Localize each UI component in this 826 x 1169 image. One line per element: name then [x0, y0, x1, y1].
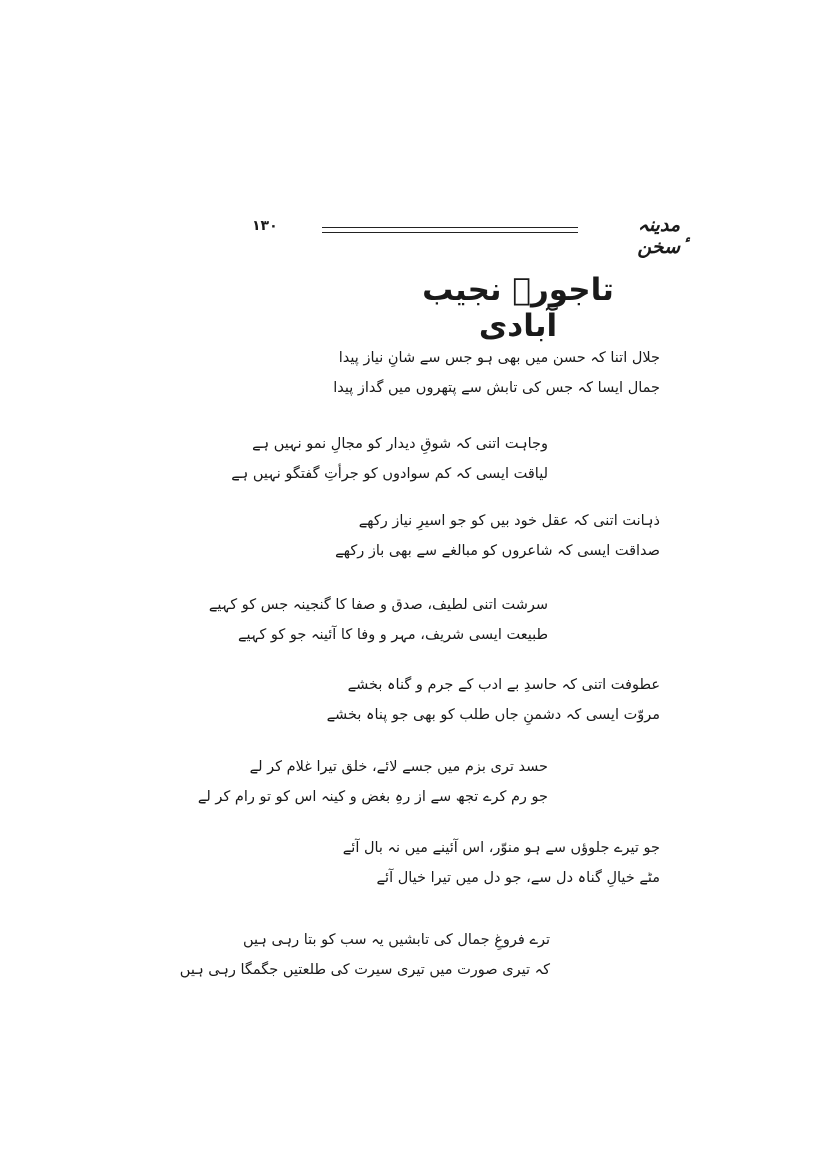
verse-line: جو رم کرے تجھ سے از رہِ بغض و کینہ اس کو تو رام کر لے [197, 789, 548, 805]
verse-line: جمال ایسا کہ جس کی تابش سے پتھروں میں گداز پیدا [333, 380, 660, 396]
stanza-3 [335, 506, 660, 566]
header-rule-top [322, 227, 578, 228]
verse-line: عطوفت اتنی کہ حاسدِ بے ادب کے جرم و گناہ بخشے [347, 677, 660, 693]
stanza-6 [197, 752, 548, 812]
poem-title: تاجورؔ نجیب آبادی [422, 272, 614, 344]
stanza-1 [333, 343, 660, 403]
verse-line: جو تیرے جلوؤں سے ہو منوّر، اس آئینے میں نہ بال آئے [342, 840, 660, 856]
header-rule-bottom [322, 232, 578, 233]
verse-line: مروّت ایسی کہ دشمنِ جاں طلب کو بھی جو پناہ بخشے [326, 707, 660, 723]
verse-line: حسد تری بزم میں جسے لائے، خلق تیرا غلام کر لے [249, 759, 548, 775]
verse-line: جلال اتنا کہ حسن میں بھی ہو جس سے شانِ نیاز پیدا [338, 350, 660, 366]
stanza-4 [208, 590, 548, 650]
verse-line: طبیعت ایسی شریف، مہر و وفا کا آئینہ جو کو کہیے [238, 627, 548, 643]
verse-line: مٹے خیالِ گناہ دل سے، جو دل میں تیرا خیال آئے [376, 870, 660, 886]
verse-line: کہ تیری صورت میں تیری سیرت کی طلعتیں جگمگا رہی ہیں [179, 962, 550, 978]
stanza-5 [326, 670, 660, 730]
stanza-8 [179, 925, 550, 985]
verse-line: ذہانت اتنی کہ عقل خود بیں کو جو اسیرِ نیاز رکھے [358, 513, 660, 529]
verse-line: صداقت ایسی کہ شاعروں کو مبالغے سے بھی باز رکھے [335, 543, 660, 559]
page-number: ۱۳۰ [252, 218, 278, 234]
stanza-2 [231, 429, 548, 489]
verse-line: وجاہت اتنی کہ شوقِ دیدار کو مجالِ نمو نہیں ہے [252, 436, 548, 452]
stanza-7 [342, 833, 660, 893]
verse-line: ترے فروغِ جمال کی تابشیں یہ سب کو بتا رہی ہیں [243, 932, 550, 948]
verse-line: لیاقت ایسی کہ کم سوادوں کو جرأتِ گفتگو نہیں ہے [231, 466, 548, 482]
verse-line: سرشت اتنی لطیف، صدق و صفا کا گنجینہ جس کو کہیے [208, 597, 548, 613]
running-header-book-title: مدینہ ٔسخن [637, 214, 680, 258]
